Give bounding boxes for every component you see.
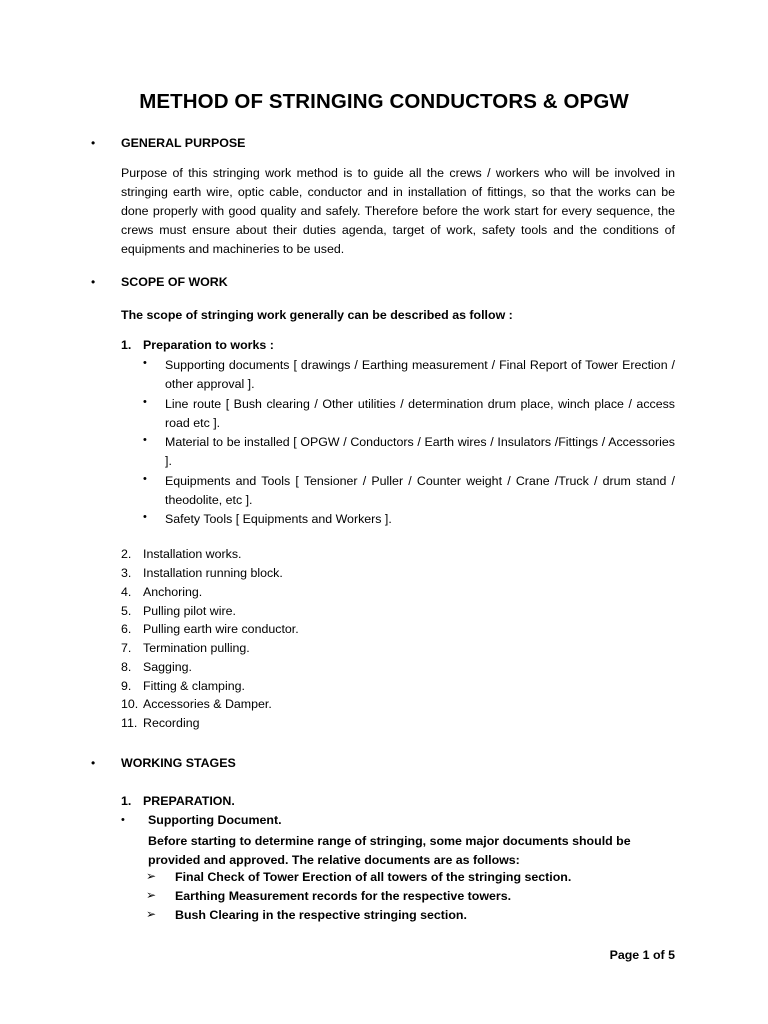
arrow-bullet-icon: ➢ <box>146 869 157 883</box>
bullet-icon: • <box>143 473 147 485</box>
list-number: 7. <box>121 641 132 655</box>
bullet-icon: • <box>121 814 125 826</box>
section-heading-scope: SCOPE OF WORK <box>121 275 228 289</box>
list-item: Pulling earth wire conductor. <box>143 622 299 636</box>
list-item: Pulling pilot wire. <box>143 604 236 618</box>
bullet-icon: • <box>143 357 147 369</box>
sub-item-safety-tools: Safety Tools [ Equipments and Workers ]. <box>165 512 392 526</box>
list-item-preparation-stage: PREPARATION. <box>143 794 235 808</box>
list-item: Installation running block. <box>143 566 283 580</box>
supporting-document-label: Supporting Document. <box>148 813 282 827</box>
list-number: 3. <box>121 566 132 580</box>
sub-item-equipments: Equipments and Tools [ Tensioner / Puller / Counter weight / Crane /Truck / drum stand / theodolite, etc ]. <box>165 474 675 507</box>
sub-item-supporting-documents: Supporting documents [ drawings / Earthing measurement / Final Report of Tower Erection / other approval ]. <box>165 358 675 391</box>
bullet-icon: • <box>143 511 147 523</box>
list-item: Recording <box>143 716 200 730</box>
list-item: Accessories & Damper. <box>143 697 272 711</box>
bullet-icon: • <box>91 756 96 770</box>
arrow-bullet-icon: ➢ <box>146 888 157 902</box>
scope-intro: The scope of stringing work generally can be described as follow : <box>121 308 513 322</box>
list-item: Termination pulling. <box>143 641 250 655</box>
bullet-icon: • <box>91 136 96 150</box>
list-item: Sagging. <box>143 660 192 674</box>
list-number: 11. <box>121 716 138 730</box>
bullet-icon: • <box>143 434 147 446</box>
arrow-bullet-icon: ➢ <box>146 907 157 921</box>
list-number: 5. <box>121 604 132 618</box>
list-number: 10. <box>121 697 139 711</box>
list-number: 4. <box>121 585 132 599</box>
sub-item-line-route: Line route [ Bush clearing / Other utilities / determination drum place, winch place / access road etc ]. <box>165 397 675 430</box>
document-title: METHOD OF STRINGING CONDUCTORS & OPGW <box>139 90 629 113</box>
list-number: 8. <box>121 660 132 674</box>
document-item: Earthing Measurement records for the respective towers. <box>175 889 512 903</box>
list-item-preparation: Preparation to works : <box>143 338 274 352</box>
list-number: 2. <box>121 547 132 561</box>
general-purpose-paragraph: Purpose of this stringing work method is to guide all the crews / workers who will be involved in stringing earth wire, optic cable, conductor and in installation of fittings, so that the works can be done properly with good quality and safely. Therefore before the work start for every sequence, the crews must ensure about their duties agenda, target of work, safety tools and the conditions of equipments and machineries to be used. <box>121 166 675 256</box>
bullet-icon: • <box>143 396 147 408</box>
page-number: Page 1 of 5 <box>609 948 675 962</box>
list-item: Fitting & clamping. <box>143 679 245 693</box>
list-number: 9. <box>121 679 132 693</box>
section-heading-general-purpose: GENERAL PURPOSE <box>121 136 246 150</box>
bullet-icon: • <box>91 275 96 289</box>
list-item: Anchoring. <box>143 585 203 599</box>
document-item: Final Check of Tower Erection of all towers of the stringing section. <box>175 870 572 884</box>
list-number: 1. <box>121 794 132 808</box>
supporting-document-paragraph: Before starting to determine range of stringing, some major documents should be provided and approved. The relative documents are as follows: <box>148 834 631 867</box>
list-number: 1. <box>121 338 132 352</box>
list-number: 6. <box>121 622 132 636</box>
list-item: Installation works. <box>143 547 242 561</box>
sub-item-material: Material to be installed [ OPGW / Conductors / Earth wires / Insulators /Fittings / Accessories ]. <box>165 435 675 468</box>
section-heading-working-stages: WORKING STAGES <box>121 756 236 770</box>
document-item: Bush Clearing in the respective stringing section. <box>175 908 467 922</box>
